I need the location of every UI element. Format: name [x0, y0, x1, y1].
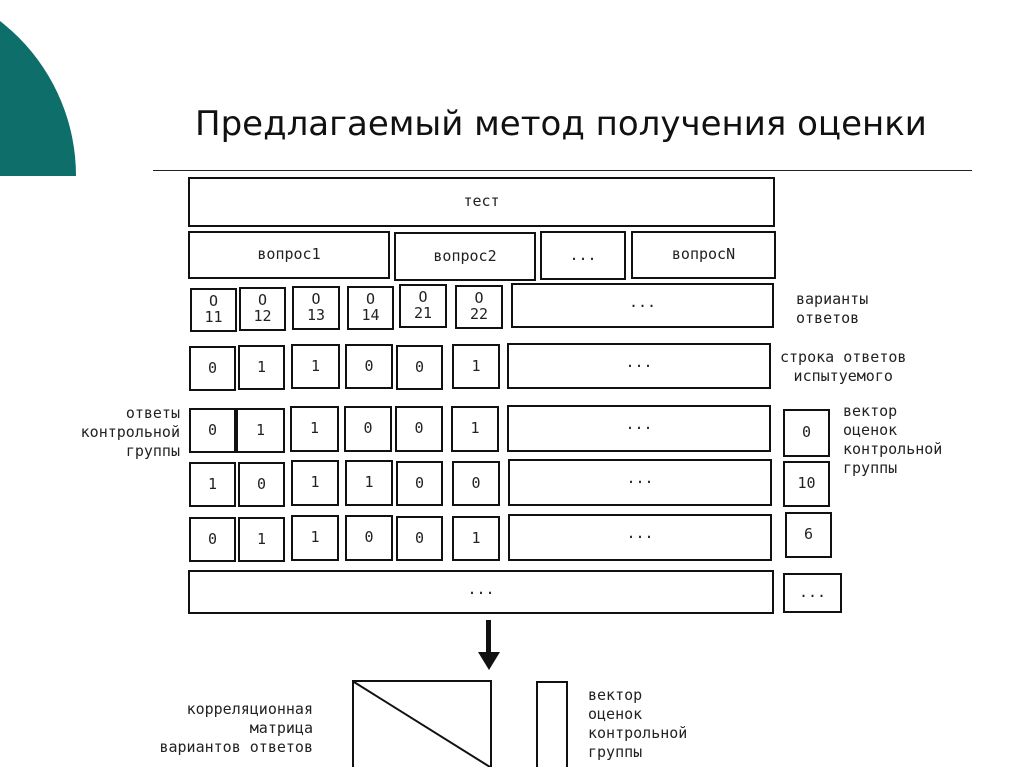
down-arrow-shaft — [486, 620, 491, 654]
subject-row-label: строка ответов испытуемого — [780, 348, 907, 385]
control-row-3-cell-5: 0 — [396, 516, 443, 561]
result-vector-label: вектор оценок контрольной группы — [588, 686, 688, 761]
question-box-n: вопросN — [631, 231, 776, 279]
title-divider — [153, 170, 972, 171]
page-title: Предлагаемый метод получения оценки — [195, 104, 927, 144]
matrix-label: корреляционная матрица вариантов ответов — [159, 700, 313, 756]
vector-cell-1: 0 — [783, 409, 830, 457]
vector-cell-3: 6 — [785, 512, 832, 558]
control-row-1-cell-ellipsis: ... — [507, 405, 771, 452]
control-row-2-cell-4: 1 — [345, 460, 393, 506]
vector-cell-ellipsis: ... — [783, 573, 842, 613]
down-arrow-icon — [478, 652, 500, 670]
option-box-o13: О 13 — [292, 286, 340, 330]
control-row-3-cell-2: 1 — [238, 517, 285, 562]
control-row-3-cell-ellipsis: ... — [508, 514, 772, 561]
control-group-label: ответы контрольной группы — [80, 404, 180, 460]
control-row-3-cell-3: 1 — [291, 515, 339, 561]
test-box: тест — [188, 177, 775, 227]
control-row-2-cell-5: 0 — [396, 461, 443, 506]
control-row-1-cell-1: 0 — [189, 408, 236, 453]
options-label: варианты ответов — [796, 290, 869, 327]
question-box-2: вопрос2 — [394, 232, 536, 281]
correlation-matrix-box — [352, 680, 492, 767]
control-row-3-cell-1: 0 — [189, 517, 236, 562]
option-box-o21: О 21 — [399, 284, 447, 328]
subject-cell-5: 0 — [396, 345, 443, 390]
question-box-1: вопрос1 — [188, 231, 390, 279]
option-box-o12: О 12 — [239, 287, 286, 331]
control-row-1-cell-3: 1 — [290, 406, 339, 452]
control-row-1-cell-2: 1 — [236, 408, 285, 453]
more-rows-box: ... — [188, 570, 774, 614]
subject-cell-2: 1 — [238, 345, 285, 390]
subject-cell-4: 0 — [345, 344, 393, 389]
subject-cell-6: 1 — [452, 344, 500, 389]
vector-label: вектор оценок контрольной группы — [843, 402, 943, 477]
control-row-2-cell-6: 0 — [452, 461, 500, 506]
control-row-3-cell-6: 1 — [452, 516, 500, 561]
control-row-1-cell-6: 1 — [451, 406, 499, 452]
option-box-o22: О 22 — [455, 285, 503, 329]
corner-decoration — [0, 0, 76, 176]
control-row-2-cell-2: 0 — [238, 462, 285, 507]
option-box-o11: О 11 — [190, 288, 237, 332]
option-box-o14: О 14 — [347, 286, 394, 330]
subject-cell-3: 1 — [291, 344, 340, 389]
control-row-3-cell-4: 0 — [345, 515, 393, 561]
control-row-1-cell-4: 0 — [344, 406, 392, 452]
question-box-ellipsis: ... — [540, 231, 626, 280]
subject-cell-ellipsis: ... — [507, 343, 771, 389]
control-row-2-cell-1: 1 — [189, 462, 236, 507]
option-box-ellipsis: ... — [511, 283, 774, 328]
subject-cell-1: 0 — [189, 346, 236, 391]
control-row-1-cell-5: 0 — [395, 406, 443, 452]
vector-cell-2: 10 — [783, 461, 830, 507]
result-vector-box — [536, 681, 568, 767]
control-row-2-cell-3: 1 — [291, 460, 339, 506]
control-row-2-cell-ellipsis: ... — [508, 459, 772, 506]
